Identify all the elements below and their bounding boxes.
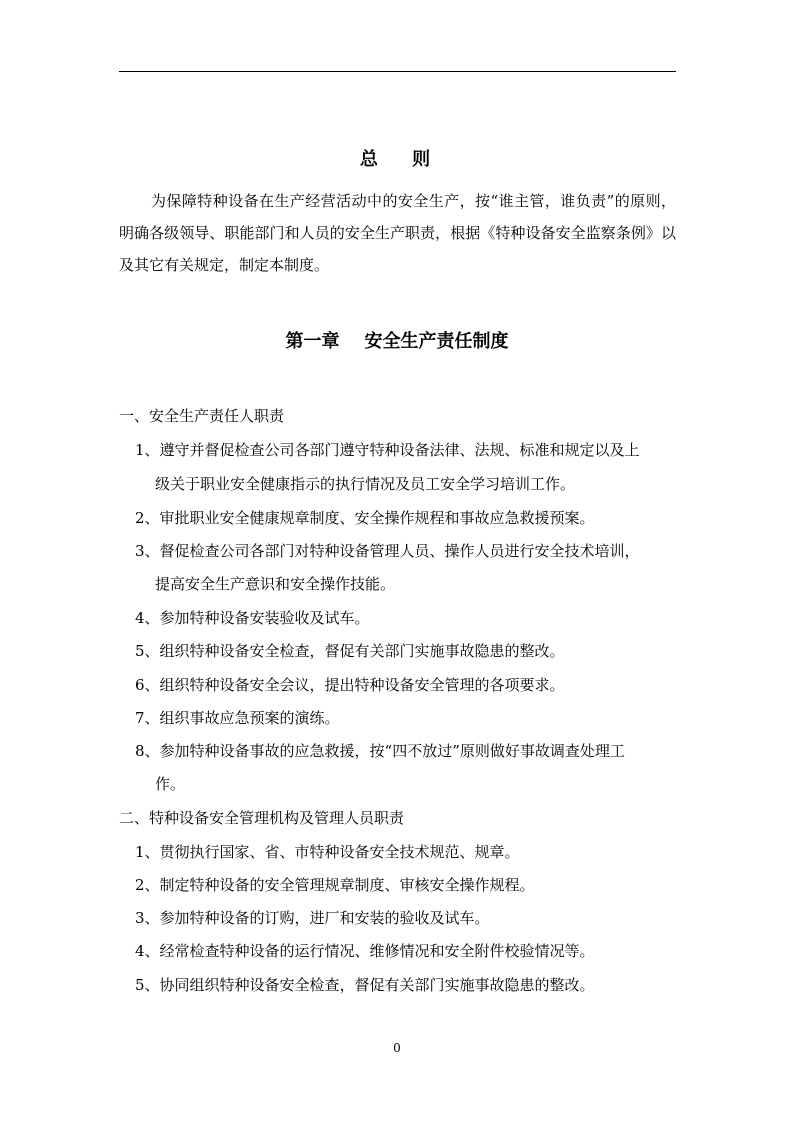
section-heading: 一、安全生产责任人职责 [119, 407, 285, 425]
list-item-continuation: 作。 [155, 775, 186, 793]
list-item: 6、组织特种设备安全会议，提出特种设备安全管理的各项要求。 [135, 676, 565, 694]
list-item: 7、组织事故应急预案的演练。 [135, 709, 340, 727]
list-item-continuation: 级关于职业安全健康指示的执行情况及员工安全学习培训工作。 [155, 475, 576, 493]
list-item: 8、参加特种设备事故的应急救援，按“四不放过”原则做好事故调查处理工 [135, 742, 625, 760]
chapter-title: 第一章 安全生产责任制度 [285, 331, 509, 352]
list-item: 2、审批职业安全健康规章制度、安全操作规程和事故应急救援预案。 [135, 509, 595, 527]
list-item-continuation: 提高安全生产意识和安全操作技能。 [155, 575, 396, 593]
intro-paragraph: 为保障特种设备在生产经营活动中的安全生产，按“谁主管，谁负责”的原则，明确各级领导、职能部门和人员的安全生产职责，根据《特种设备安全监察条例》以及其它有关规定，制定本制度。 [119, 192, 676, 274]
general-provisions-title: 总 则 [359, 149, 445, 170]
list-item: 3、督促检查公司各部门对特种设备管理人员、操作人员进行安全技术培训， [135, 542, 640, 560]
section-heading: 二、特种设备安全管理机构及管理人员职责 [119, 809, 405, 827]
list-item: 3、参加特种设备的订购，进厂和安装的验收及试车。 [135, 909, 490, 927]
page-number: 0 [393, 1041, 401, 1055]
header-rule [119, 71, 676, 72]
list-item: 5、协同组织特种设备安全检查，督促有关部门实施事故隐患的整改。 [135, 976, 595, 994]
list-item: 4、参加特种设备安装验收及试车。 [135, 609, 370, 627]
list-item: 1、贯彻执行国家、省、市特种设备安全技术规范、规章。 [135, 843, 520, 861]
list-item: 5、组织特种设备安全检查，督促有关部门实施事故隐患的整改。 [135, 642, 565, 660]
list-item: 1、遵守并督促检查公司各部门遵守特种设备法律、法规、标准和规定以及上 [135, 441, 640, 459]
list-item: 4、经常检查特种设备的运行情况、维修情况和安全附件校验情况等。 [135, 942, 595, 960]
list-item: 2、制定特种设备的安全管理规章制度、审核安全操作规程。 [135, 876, 535, 894]
